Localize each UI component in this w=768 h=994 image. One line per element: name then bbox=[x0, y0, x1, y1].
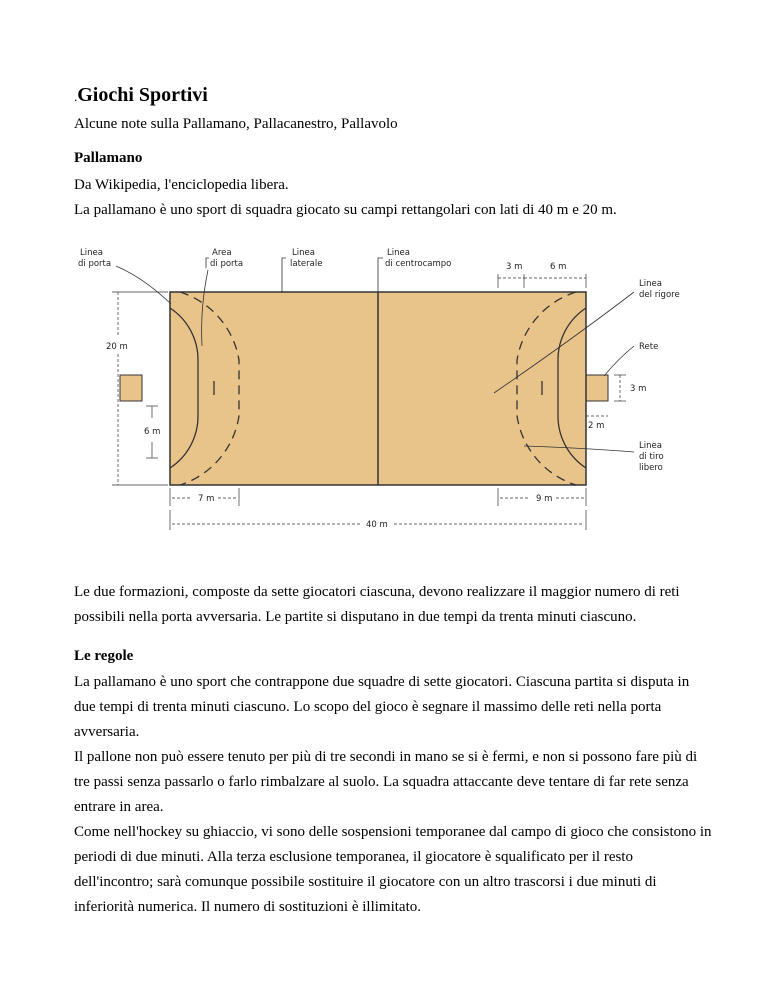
paragraph-regole-1: La pallamano è uno sport che contrappone due squadre di sette giocatori. Ciascuna partita si disputa in due tempi di trenta minuti ciascuno. Lo scopo del gioco è segnare il massimo delle reti nella porta avversaria. bbox=[74, 674, 690, 740]
label-linea-laterale-2: laterale bbox=[290, 259, 323, 269]
label-area-di-porta-1: Area bbox=[212, 248, 232, 258]
dim-3m-top: 3 m bbox=[506, 262, 523, 272]
label-rigore-1: Linea bbox=[639, 279, 662, 289]
document-subtitle: Alcune note sulla Pallamano, Pallacanestro, Pallavolo bbox=[74, 116, 398, 132]
dim-9m: 9 m bbox=[536, 494, 553, 504]
label-rigore-2: del rigore bbox=[639, 290, 680, 300]
paragraph-regole-2: Il pallone non può essere tenuto per più di tre secondi in mano se si è fermi, e non si possono fare più di tre passi senza passarlo o farlo rimbalzare al suolo. La squadra attaccante deve tentare di far rete senza entrare in area. bbox=[74, 749, 698, 815]
handball-court-diagram bbox=[74, 248, 700, 538]
source-line: Da Wikipedia, l'enciclopedia libera. bbox=[74, 177, 289, 193]
label-tiro-libero-3: libero bbox=[639, 463, 663, 473]
intro-paragraph: La pallamano è uno sport di squadra giocato su campi rettangolari con lati di 40 m e 20 m. bbox=[74, 202, 617, 218]
label-tiro-libero-2: di tiro bbox=[639, 452, 664, 462]
label-centrocampo-1: Linea bbox=[387, 248, 410, 258]
label-linea-di-porta-1: Linea bbox=[80, 248, 103, 258]
section-heading-pallamano: Pallamano bbox=[74, 150, 143, 166]
label-area-di-porta-2: di porta bbox=[210, 259, 244, 269]
paragraph-regole-3: Come nell'hockey su ghiaccio, vi sono delle sospensioni temporanee dal campo di gioco che consistono in periodi di due minuti. Alla terza esclusione temporanea, il giocatore è squalificato per il resto dell'incontro; sarà comunque possibile sostituire il giocatore con un altro trascorsi i due minuti di inferiorità numerica. Il numero di sostituzioni è illimitato. bbox=[74, 824, 712, 915]
label-centrocampo-2: di centrocampo bbox=[385, 259, 452, 269]
label-rete: Rete bbox=[639, 342, 659, 352]
dim-20m: 20 m bbox=[106, 342, 128, 352]
title-prefix: . bbox=[74, 89, 78, 104]
pointer-rete bbox=[604, 346, 634, 376]
document-title bbox=[74, 84, 208, 107]
dim-2m: 2 m bbox=[588, 421, 605, 431]
right-goal bbox=[586, 375, 608, 401]
left-goal bbox=[120, 375, 142, 401]
pointer-linea-di-porta bbox=[116, 266, 171, 304]
label-tiro-libero-1: Linea bbox=[639, 441, 662, 451]
label-linea-di-porta-2: di porta bbox=[78, 259, 112, 269]
label-linea-laterale-1: Linea bbox=[292, 248, 315, 258]
dim-7m: 7 m bbox=[198, 494, 215, 504]
title-text: Giochi Sportivi bbox=[77, 84, 208, 106]
pointer-centrocampo bbox=[378, 258, 383, 292]
dim-6m-top: 6 m bbox=[550, 262, 567, 272]
dim-6m-left: 6 m bbox=[144, 427, 161, 437]
dim-3m-goal: 3 m bbox=[630, 384, 647, 394]
section-heading-regole: Le regole bbox=[74, 648, 134, 664]
paragraph-formazioni: Le due formazioni, composte da sette giocatori ciascuna, devono realizzare il maggior numero di reti possibili nella porta avversaria. Le partite si disputano in due tempi da trenta minuti ciascuno. bbox=[74, 584, 680, 625]
pointer-linea-laterale bbox=[282, 258, 286, 292]
dim-40m: 40 m bbox=[366, 520, 388, 530]
